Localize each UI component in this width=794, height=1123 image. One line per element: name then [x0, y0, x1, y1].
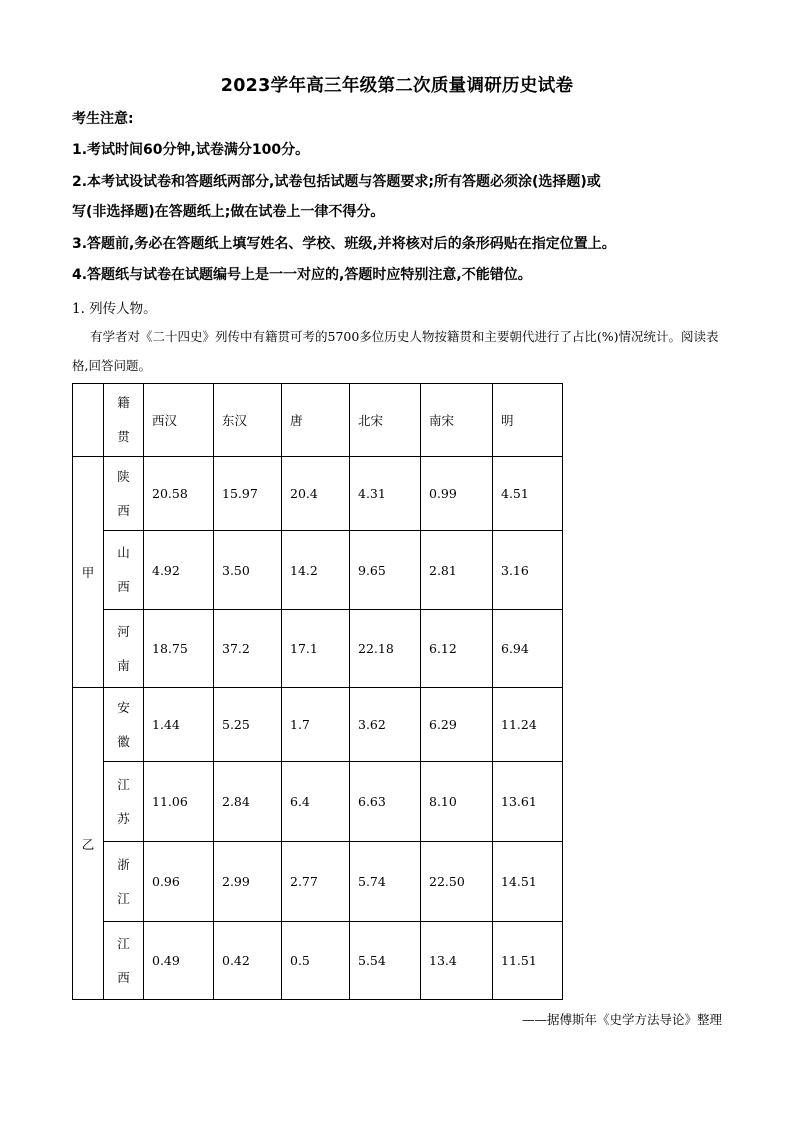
source-citation: ——据傅斯年《史学方法导论》整理	[521, 1012, 722, 1027]
province-cell	[104, 762, 144, 842]
value-cell: 2.84	[214, 762, 282, 842]
value-cell: 3.50	[214, 531, 282, 610]
value-cell: 11.06	[144, 762, 214, 842]
value-cell: 15.97	[214, 457, 282, 531]
header-label-char: 籍	[117, 395, 130, 410]
province-char: 南	[117, 657, 130, 673]
value-cell: 11.24	[493, 688, 563, 762]
value-cell: 6.63	[350, 762, 421, 842]
value-cell: 13.61	[493, 762, 563, 842]
province-cell	[104, 531, 144, 610]
value-cell: 0.96	[144, 842, 214, 922]
notice-item-2-cont: 写(非选择题)在答题纸上;做在试卷上一律不得分。	[72, 204, 385, 220]
value-cell: 3.62	[350, 688, 421, 762]
value-cell: 0.42	[214, 922, 282, 1000]
value-cell: 4.92	[144, 531, 214, 610]
province-char: 安	[117, 699, 130, 715]
value-cell: 5.74	[350, 842, 421, 922]
province-cell	[104, 457, 144, 531]
value-cell: 0.99	[421, 457, 493, 531]
table-corner-cell	[73, 384, 104, 457]
value-cell: 4.51	[493, 457, 563, 531]
table-row	[73, 457, 563, 531]
table-row	[73, 531, 563, 610]
value-cell: 8.10	[421, 762, 493, 842]
value-cell: 5.25	[214, 688, 282, 762]
value-cell: 9.65	[350, 531, 421, 610]
value-cell: 22.18	[350, 610, 421, 688]
value-cell: 37.2	[214, 610, 282, 688]
table-row	[73, 762, 563, 842]
value-cell: 1.7	[282, 688, 350, 762]
value-cell: 3.16	[493, 531, 563, 610]
notice-item-2: 2.本考试设试卷和答题纸两部分,试卷包括试题与答题要求;所有答题必须涂(选择题)或	[72, 174, 601, 190]
dynasty-header: 明	[493, 384, 563, 457]
table-header-row	[73, 384, 563, 457]
value-cell: 6.12	[421, 610, 493, 688]
province-char: 西	[117, 579, 130, 594]
value-cell: 6.4	[282, 762, 350, 842]
dynasty-header: 东汉	[214, 384, 282, 457]
value-cell: 22.50	[421, 842, 493, 922]
header-label-cell	[104, 384, 144, 457]
dynasty-header: 西汉	[144, 384, 214, 457]
province-char: 江	[117, 890, 130, 906]
value-cell: 6.94	[493, 610, 563, 688]
province-char: 西	[117, 969, 130, 985]
notice-item-1: 1.考试时间60分钟,试卷满分100分。	[72, 142, 310, 158]
province-char: 江	[117, 935, 130, 951]
value-cell: 14.2	[282, 531, 350, 610]
table-row	[73, 842, 563, 922]
dynasty-header: 唐	[282, 384, 350, 457]
value-cell: 0.49	[144, 922, 214, 1000]
value-cell: 2.99	[214, 842, 282, 922]
province-char: 河	[117, 623, 130, 639]
group-label: 乙	[73, 688, 104, 1000]
value-cell: 2.81	[421, 531, 493, 610]
notice-item-4: 4.答题纸与试卷在试题编号上是一一对应的,答题时应特别注意,不能错位。	[72, 267, 532, 283]
table-row	[73, 922, 563, 1000]
question-label: 1. 列传人物。	[72, 301, 157, 317]
province-cell	[104, 842, 144, 922]
province-char: 山	[117, 545, 130, 560]
notice-item-3: 3.答题前,务必在答题纸上填写姓名、学校、班级,并将核对后的条形码贴在指定位置上。	[72, 236, 616, 252]
value-cell: 11.51	[493, 922, 563, 1000]
value-cell: 20.4	[282, 457, 350, 531]
value-cell: 5.54	[350, 922, 421, 1000]
value-cell: 13.4	[421, 922, 493, 1000]
province-cell	[104, 610, 144, 688]
value-cell: 4.31	[350, 457, 421, 531]
province-char: 西	[117, 502, 130, 518]
notice-heading: 考生注意:	[72, 111, 134, 127]
statistics-table	[72, 383, 563, 1000]
header-label-char: 贯	[117, 429, 130, 444]
value-cell: 6.29	[421, 688, 493, 762]
value-cell: 0.5	[282, 922, 350, 1000]
page-title: 2023学年高三年级第二次质量调研历史试卷	[220, 76, 574, 96]
province-char: 江	[117, 776, 130, 792]
province-char: 陕	[117, 468, 130, 484]
dynasty-header: 南宋	[421, 384, 493, 457]
dynasty-header: 北宋	[350, 384, 421, 457]
province-cell	[104, 688, 144, 762]
province-char: 浙	[117, 856, 130, 872]
province-cell	[104, 922, 144, 1000]
value-cell: 2.77	[282, 842, 350, 922]
value-cell: 1.44	[144, 688, 214, 762]
value-cell: 17.1	[282, 610, 350, 688]
value-cell: 14.51	[493, 842, 563, 922]
value-cell: 18.75	[144, 610, 214, 688]
value-cell: 20.58	[144, 457, 214, 531]
group-label: 甲	[73, 457, 104, 688]
question-intro: 有学者对《二十四史》列传中有籍贯可考的5700多位历史人物按籍贯和主要朝代进行了占比(%)情况统计。阅读表格,回答问题。	[72, 329, 719, 373]
province-char: 苏	[117, 810, 130, 826]
province-char: 徽	[117, 733, 130, 749]
table-row	[73, 688, 563, 762]
table-row	[73, 610, 563, 688]
